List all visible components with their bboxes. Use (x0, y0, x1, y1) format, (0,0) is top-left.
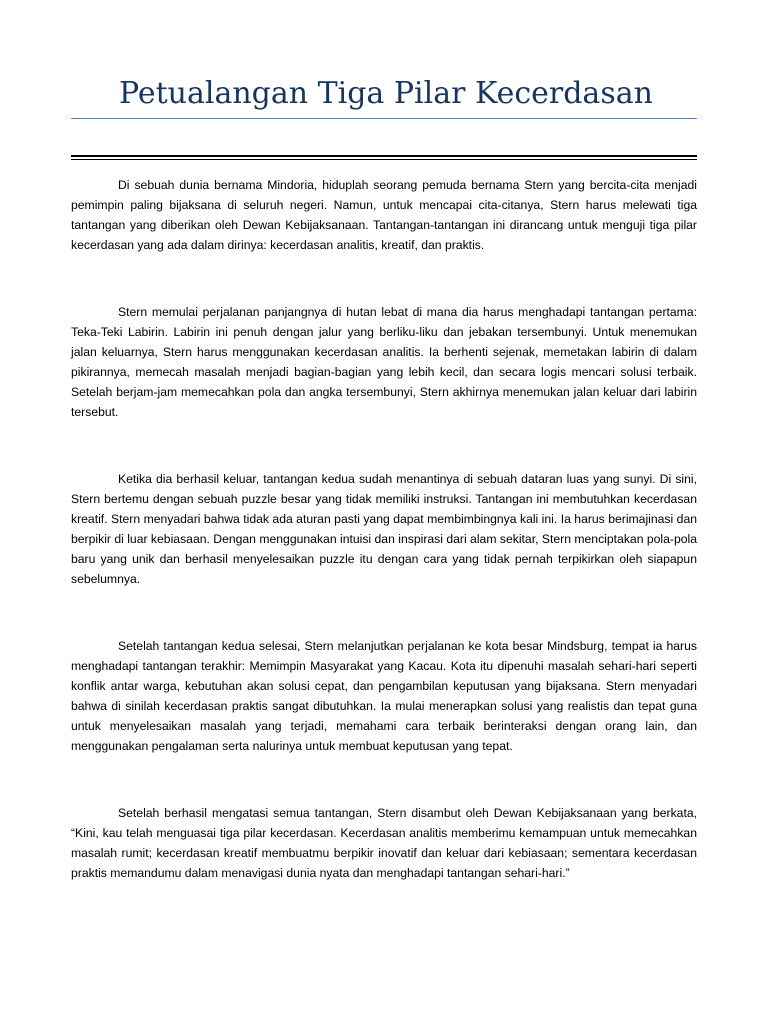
document-title: Petualangan Tiga Pilar Kecerdasan (119, 76, 653, 111)
title-underline (71, 118, 697, 119)
double-divider (71, 155, 697, 160)
paragraph-creative-challenge: Ketika dia berhasil keluar, tantangan kedua sudah menantinya di sebuah dataran luas yang sunyi. Di sini, Stern bertemu dengan sebuah puzzle besar yang tidak memiliki instruksi. Tantangan ini membutuhkan kecerdasan kreatif. Stern menyadari bahwa tidak ada aturan pasti yang dapat membimbingnya kali ini. Ia harus berimajinasi dan berpikir di luar kebiasaan. Dengan menggunakan intuisi dan inspirasi dari alam sekitar, Stern menciptakan pola-pola baru yang unik dan berhasil menyelesaikan puzzle itu dengan cara yang tidak pernah terpikirkan oleh siapapun sebelumnya. (71, 471, 697, 587)
paragraph-analytical-challenge: Stern memulai perjalanan panjangnya di hutan lebat di mana dia harus menghadapi tantangan pertama: Teka-Teki Labirin. Labirin ini penuh dengan jalur yang berliku-liku dan jebakan tersembunyi. Untuk menemukan jalan keluarnya, Stern harus menggunakan kecerdasan analitis. Ia berhenti sejenak, memetakan labirin di dalam pikirannya, memecah masalah menjadi bagian-bagian yang lebih kecil, dan secara logis mencari solusi terbaik. Setelah berjam-jam memecahkan pola dan angka tersembunyi, Stern akhirnya menemukan jalan keluar dari labirin tersebut. (71, 304, 697, 420)
paragraph-practical-challenge: Setelah tantangan kedua selesai, Stern melanjutkan perjalanan ke kota besar Mindsburg, tempat ia harus menghadapi tantangan terakhir: Memimpin Masyarakat yang Kacau. Kota itu dipenuhi masalah sehari-hari seperti konflik antar warga, kebutuhan akan solusi cepat, dan pengambilan keputusan yang bijaksana. Stern menyadari bahwa di sinilah kecerdasan praktis sangat dibutuhkan. Ia mulai menerapkan solusi yang realistis dan tepat guna untuk menyelesaikan masalah yang terjadi, memahami cara terbaik berinteraksi dengan orang lain, dan menggunakan pengalaman serta nalurinya untuk membuat keputusan yang tepat. (71, 639, 697, 754)
paragraph-intro: Di sebuah dunia bernama Mindoria, hiduplah seorang pemuda bernama Stern yang bercita-cita menjadi pemimpin paling bijaksana di seluruh negeri. Namun, untuk mencapai cita-citanya, Stern harus melewati tiga tantangan yang diberikan oleh Dewan Kebijaksanaan. Tantangan-tantangan ini dirancang untuk menguji tiga pilar kecerdasan yang ada dalam dirinya: kecerdasan analitis, kreatif, dan praktis. (71, 178, 697, 253)
paragraph-conclusion: Setelah berhasil mengatasi semua tantangan, Stern disambut oleh Dewan Kebijaksanaan yang berkata, “Kini, kau telah menguasai tiga pilar kecerdasan. Kecerdasan analitis memberimu kemampuan untuk memecahkan masalah rumit; kecerdasan kreatif membuatmu berpikir inovatif dan keluar dari kebiasaan; sementara kecerdasan praktis memandumu dalam menavigasi dunia nyata dan menghadapi tantangan sehari-hari.” (71, 806, 697, 881)
document-body (71, 175, 697, 883)
